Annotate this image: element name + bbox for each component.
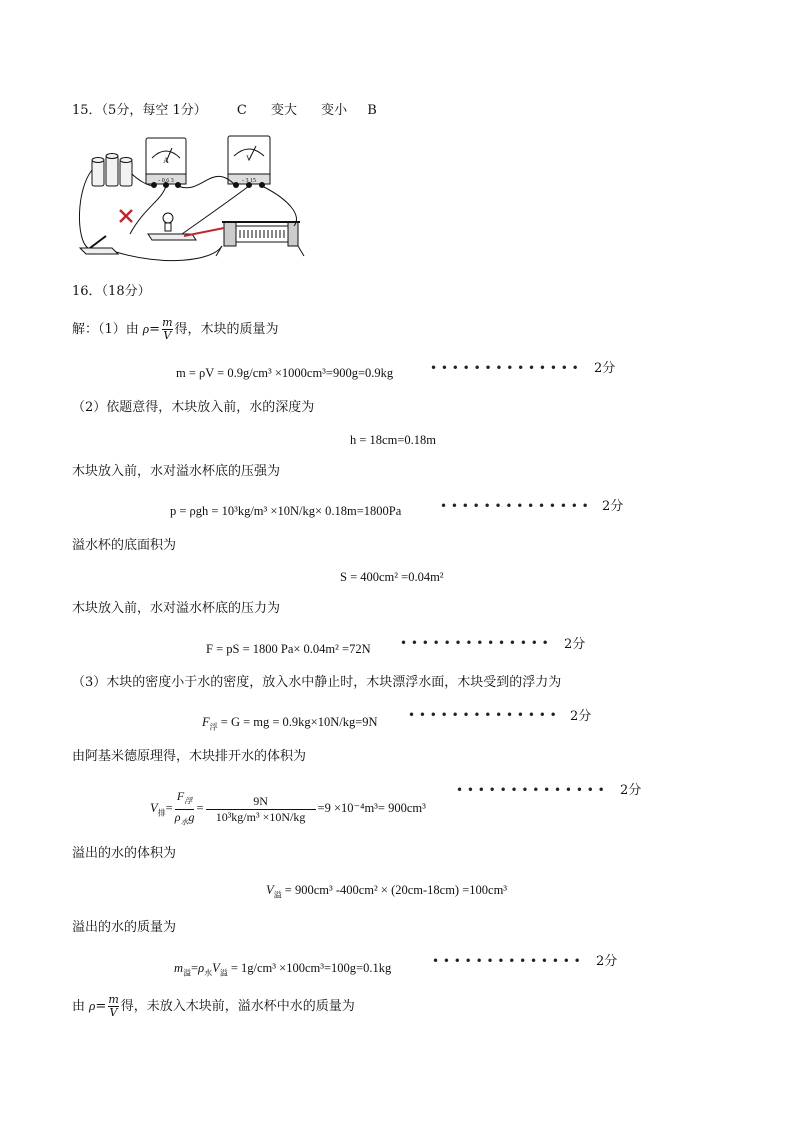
fraction-buoyancy-over-rho-g bbox=[175, 789, 195, 829]
score-force: 2分 bbox=[564, 637, 586, 652]
q16-part1-intro bbox=[72, 317, 279, 342]
q15-answer-1: C bbox=[236, 103, 247, 118]
q16-header: 16．（18分） bbox=[72, 284, 151, 299]
dot-leader: • • • • • • • • • • • • • • bbox=[430, 361, 579, 375]
eq-buoyancy bbox=[202, 713, 378, 737]
rho-symbol: ρ bbox=[174, 809, 181, 824]
subscript: 排 bbox=[157, 808, 166, 818]
rho-symbol: ρ bbox=[89, 998, 96, 1013]
eq-overflow-mass-rest: = 1g/cm³ ×100cm³=100g=0.1kg bbox=[230, 961, 392, 975]
overflow-mass-intro: 溢出的水的质量为 bbox=[72, 920, 177, 935]
fraction-numerator: m bbox=[162, 316, 173, 329]
text-fragment: 由 bbox=[72, 999, 86, 1014]
equals-sign: = bbox=[191, 961, 199, 975]
fraction-denominator: V bbox=[109, 1006, 118, 1019]
eq-overflow-volume-rest: = 900cm³ -400cm² × (20cm-18cm) =100cm³ bbox=[284, 883, 508, 897]
fraction-numerator: m bbox=[108, 993, 119, 1006]
mass-symbol: m bbox=[174, 961, 184, 975]
text-fragment: 得，木块的质量为 bbox=[174, 322, 279, 337]
score-overflow-mass: 2分 bbox=[596, 954, 618, 969]
rheostat-icon bbox=[216, 222, 304, 256]
dot-leader: • • • • • • • • • • • • • • bbox=[440, 499, 589, 513]
eq-depth: h = 18cm=0.18m bbox=[350, 433, 436, 447]
score-mass: 2分 bbox=[594, 361, 616, 376]
q15-header bbox=[72, 102, 377, 120]
score-pressure: 2分 bbox=[602, 499, 624, 514]
subscript: 浮 bbox=[184, 796, 193, 806]
eq-overflow-mass bbox=[174, 959, 391, 983]
q15-answer-2: 变大 bbox=[270, 103, 297, 118]
dot-leader: • • • • • • • • • • • • • • bbox=[408, 708, 557, 722]
red-correction-wire bbox=[184, 228, 224, 236]
q15-answer-3: 变小 bbox=[321, 103, 348, 118]
rho-symbol: ρ bbox=[142, 321, 150, 336]
eq-pressure: p = ρgh = 10³kg/m³ ×10N/kg× 0.18m=1800Pa bbox=[170, 504, 402, 518]
volume-symbol: V bbox=[212, 961, 220, 975]
equals-sign: = bbox=[149, 322, 161, 337]
subscript: 溢 bbox=[273, 890, 282, 900]
circuit-diagram bbox=[72, 130, 312, 266]
force-symbol: F bbox=[176, 789, 185, 804]
eq-force: F = pS = 1800 Pa× 0.04m² =72N bbox=[206, 642, 371, 656]
final-intro bbox=[72, 994, 355, 1019]
eq-overflow-volume bbox=[266, 881, 507, 905]
text-fragment: 解：（1）由 bbox=[72, 322, 139, 337]
area-intro: 溢水杯的底面积为 bbox=[72, 538, 177, 553]
equals-sign: = bbox=[196, 801, 204, 815]
voltmeter-label: V bbox=[246, 154, 252, 163]
fraction-denominator: V bbox=[163, 329, 172, 342]
pressure-intro: 木块放入前，水对溢水杯底的压强为 bbox=[72, 464, 281, 479]
text-fragment: 得，未放入木块前，溢水杯中水的质量为 bbox=[120, 999, 355, 1014]
fraction-m-over-v bbox=[108, 994, 118, 1019]
score-displaced: 2分 bbox=[620, 783, 642, 798]
equals-sign: = bbox=[95, 999, 107, 1014]
eq-displaced-result: =9 ×10⁻⁴m³= 900cm³ bbox=[317, 801, 426, 815]
q15-answer-4: B bbox=[367, 103, 377, 118]
equals-sign: = bbox=[165, 801, 173, 815]
dot-leader: • • • • • • • • • • • • • • bbox=[432, 954, 581, 968]
subscript: 溢 bbox=[183, 968, 192, 978]
volume-symbol: V bbox=[150, 801, 158, 815]
fraction-9n-over-value bbox=[206, 794, 316, 825]
fraction-numerator: 9N bbox=[253, 793, 268, 808]
cross-mark-icon bbox=[120, 210, 132, 222]
eq-displaced-volume bbox=[150, 788, 426, 834]
rho-symbol: ρ bbox=[198, 961, 205, 975]
volume-symbol: V bbox=[266, 883, 274, 897]
ammeter-terminals: - 0.6 3 bbox=[158, 178, 174, 184]
eq-buoyancy-rest: = G = mg = 0.9kg×10N/kg=9N bbox=[220, 715, 378, 729]
overflow-volume-intro: 溢出的水的体积为 bbox=[72, 846, 177, 861]
subscript: 水 bbox=[204, 968, 213, 978]
eq-mass: m = ρV = 0.9g/cm³ ×1000cm³=900g=0.9kg bbox=[176, 366, 394, 380]
g-symbol: g bbox=[188, 809, 195, 824]
fraction-m-over-v bbox=[162, 317, 172, 342]
subscript: 水 bbox=[180, 817, 189, 827]
fraction-denominator: 10³kg/m³ ×10N/kg bbox=[206, 809, 316, 825]
q16-part2-intro: （2）依题意得，木块放入前，水的深度为 bbox=[72, 400, 315, 415]
battery-icon bbox=[92, 154, 132, 187]
force-symbol: F bbox=[202, 715, 210, 729]
force-intro: 木块放入前，水对溢水杯底的压力为 bbox=[72, 601, 281, 616]
score-buoyancy: 2分 bbox=[570, 709, 592, 724]
dot-leader: • • • • • • • • • • • • • • bbox=[456, 783, 605, 797]
ammeter-label: A bbox=[163, 156, 169, 165]
q16-part3-intro: （3）木块的密度小于水的密度，放入水中静止时，木块漂浮水面，木块受到的浮力为 bbox=[72, 675, 562, 690]
subscript: 浮 bbox=[209, 722, 218, 732]
subscript: 溢 bbox=[219, 968, 228, 978]
eq-area: S = 400cm² =0.04m² bbox=[340, 570, 444, 584]
archimedes-intro: 由阿基米德原理得，木块排开水的体积为 bbox=[72, 749, 307, 764]
voltmeter-terminals: - 3 15 bbox=[242, 178, 256, 184]
dot-leader: • • • • • • • • • • • • • • bbox=[400, 636, 549, 650]
q15-title: 15．（5分，每空 1分） bbox=[72, 103, 207, 118]
